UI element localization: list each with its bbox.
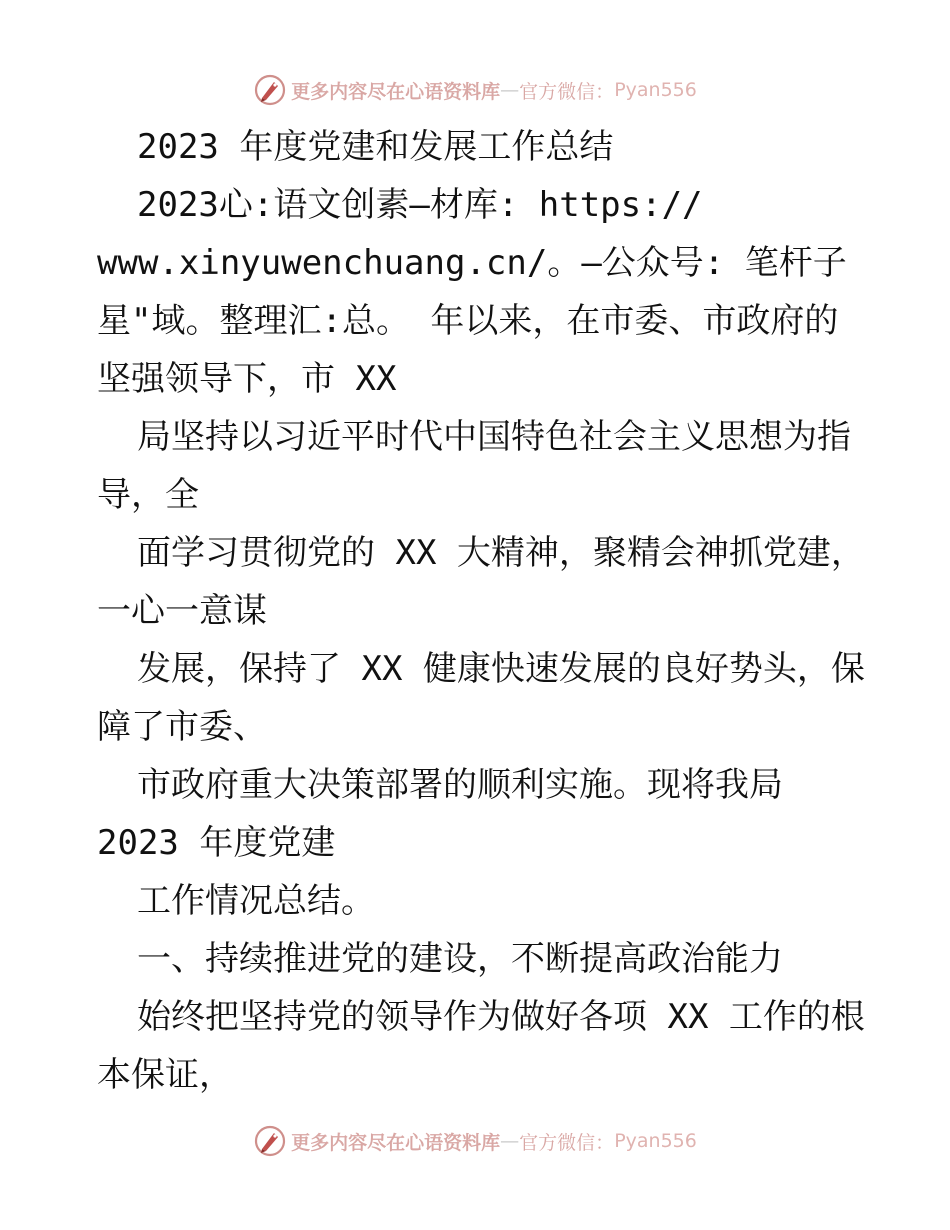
text-line: 市政府重大决策部署的顺利实施。现将我局 [137, 765, 783, 805]
text-line: 一心一意谋 [97, 591, 267, 631]
text-line: 导，全 [97, 475, 199, 515]
text-line: 坚强领导下，市 XX [97, 359, 397, 399]
text-line: 工作情况总结。 [137, 881, 375, 921]
watermark-wechat-id: Pyan556 [614, 1130, 697, 1152]
text-line: 本保证， [97, 1055, 233, 1095]
watermark-wechat-label: 官方微信： [519, 1131, 615, 1154]
watermark-wechat-label: 官方微信： [519, 80, 615, 103]
text-line: 局坚持以习近平时代中国特色社会主义思想为指 [137, 417, 851, 457]
watermark-main-text: 更多内容尽在心语资料库 [291, 80, 501, 103]
text-line: 发展，保持了 XX 健康快速发展的良好势头，保 [137, 649, 865, 689]
document-title: 2023 年度党建和发展工作总结 [137, 127, 614, 167]
pen-nib-circle-icon [253, 1124, 287, 1158]
watermark-separator: — [500, 1130, 520, 1152]
text-line: 始终把坚持党的领导作为做好各项 XX 工作的根 [137, 997, 865, 1037]
text-line: 2023 年度党建 [97, 823, 336, 863]
text-line: 星"域。整理汇:总。 年以来，在市委、市政府的 [97, 301, 839, 341]
text-line: 2023心:语文创素—材库: https:// [137, 185, 703, 225]
watermark-wechat-id: Pyan556 [614, 79, 697, 101]
watermark-main-text: 更多内容尽在心语资料库 [291, 1131, 501, 1154]
watermark-banner-bottom [0, 1121, 950, 1161]
watermark-separator: — [500, 79, 520, 101]
text-line: 障了市委、 [97, 707, 267, 747]
section-heading: 一、持续推进党的建设，不断提高政治能力 [137, 939, 783, 979]
text-line: www.xinyuwenchuang.cn/。—公众号: 笔杆子 [97, 243, 847, 283]
text-line: 面学习贯彻党的 XX 大精神，聚精会神抓党建， [137, 533, 865, 573]
